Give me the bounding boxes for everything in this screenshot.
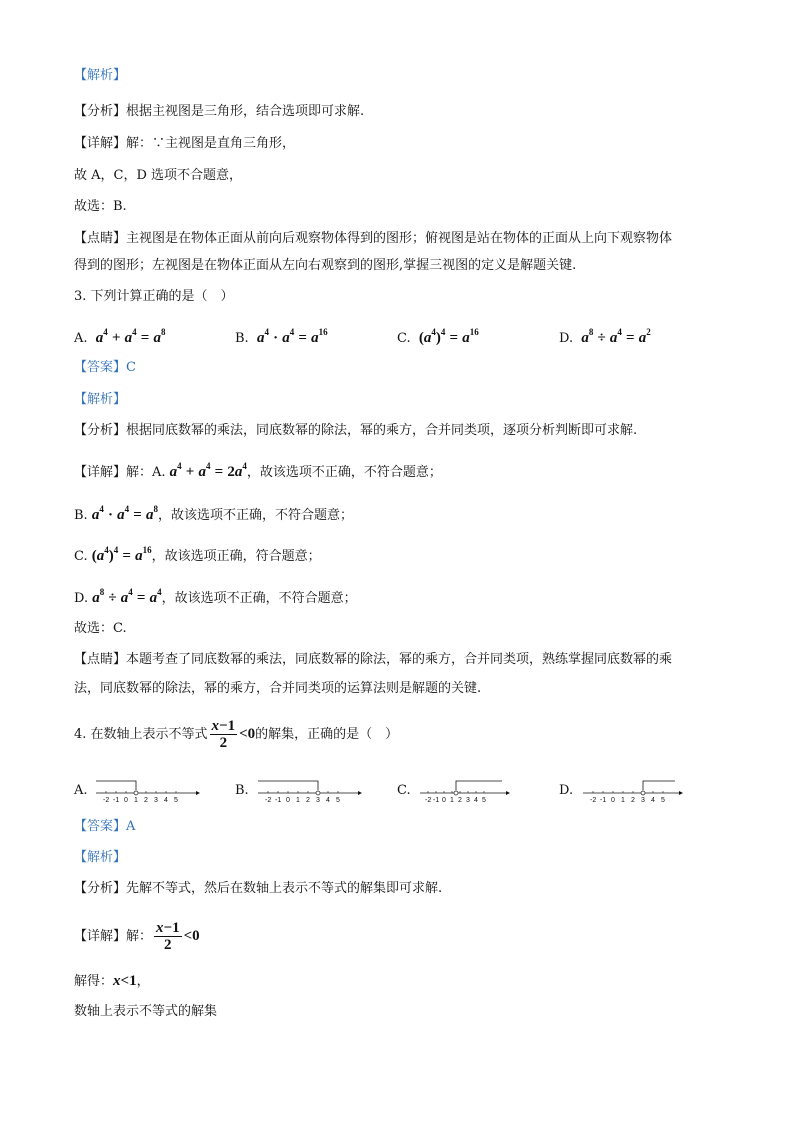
svg-text:5: 5 <box>482 797 486 804</box>
analysis-line-3: 【分析】根据同底数幂的乘法，同底数幂的除法，幂的乘方，合并同类项，逐项分析判断即可求解. <box>74 423 638 438</box>
svg-text:1: 1 <box>296 797 300 804</box>
svg-text:2: 2 <box>458 797 462 804</box>
q4-option-d-label: D. <box>559 783 574 798</box>
svg-text:4: 4 <box>326 797 330 804</box>
answer-4: 【答案】A <box>74 819 136 834</box>
detail-4: 【详解】解： $\frac{x-1}{2}$ <0 <box>74 920 200 953</box>
number-line-c <box>420 776 524 804</box>
question-4-stem: 4. 在数轴上表示不等式 $\frac{x-1}{2}$ <0的解集，正确的是（ ） <box>74 718 399 751</box>
detail-3c: C. $(a^4)^4 = a^{16}$，故该选项正确，符合题意； <box>74 545 321 564</box>
number-line-b <box>258 776 362 804</box>
svg-text:4: 4 <box>651 797 655 804</box>
svg-text:5: 5 <box>336 797 340 804</box>
svg-text:0: 0 <box>611 797 615 804</box>
q3-option-d: D. $a^8 \div a^4 = a^2$ <box>559 327 651 346</box>
svg-text:-1: -1 <box>600 797 607 804</box>
analysis-line-2: 【分析】根据主视图是三角形，结合选项即可求解. <box>74 104 365 119</box>
svg-text:3: 3 <box>466 797 470 804</box>
q3-option-a: A. $a^4 + a^4 = a^8$ <box>74 327 166 346</box>
svg-text:3: 3 <box>154 797 158 804</box>
svg-text:3: 3 <box>641 797 645 804</box>
svg-text:1: 1 <box>621 797 625 804</box>
answer-3: 【答案】C <box>74 360 136 375</box>
svg-text:1: 1 <box>134 797 138 804</box>
svg-text:5: 5 <box>174 797 178 804</box>
question-3-stem: 3. 下列计算正确的是（ ） <box>74 289 234 304</box>
q4-option-c-label: C. <box>397 783 411 798</box>
q4-option-b-label: B. <box>235 783 249 798</box>
svg-text:-1: -1 <box>275 797 282 804</box>
number-line-a <box>96 776 200 804</box>
analysis-heading-3: 【解析】 <box>74 392 127 407</box>
q3-option-c: C. $(a^4)^4 = a^{16}$ <box>397 327 479 346</box>
detail-3a: 【详解】解：A. $a^4 + a^4 = 2a^4$，故该选项不正确，不符合题意； <box>74 461 442 480</box>
svg-text:-1: -1 <box>433 797 440 804</box>
comment-line-2a: 【点睛】主视图是在物体正面从前向后观察物体得到的图形；俯视图是站在物体的正面从上向下观察物体 <box>74 231 673 246</box>
comment-line-3b: 法，同底数幂的除法，幂的乘方，合并同类项的运算法则是解题的关键. <box>74 681 482 696</box>
svg-text:0: 0 <box>442 797 446 804</box>
svg-text:5: 5 <box>661 797 665 804</box>
svg-text:-2: -2 <box>103 797 110 804</box>
svg-text:0: 0 <box>124 797 128 804</box>
analysis-heading-2: 【解析】 <box>74 68 127 83</box>
svg-text:4: 4 <box>474 797 478 804</box>
fraction-expression-detail: $\frac{x-1}{2}$ <box>156 920 180 953</box>
svg-text:1: 1 <box>450 797 454 804</box>
svg-text:3: 3 <box>316 797 320 804</box>
svg-text:-2: -2 <box>265 797 272 804</box>
q3-option-b: B. $a^4 \cdot a^4 = a^{16}$ <box>235 327 328 346</box>
detail-3d: D. $a^8 \div a^4 = a^4$，故该选项不正确，不符合题意； <box>74 587 357 606</box>
solution-line-4: 解得：x<1， <box>74 973 150 989</box>
svg-text:-2: -2 <box>425 797 432 804</box>
fraction-expression: $\frac{x-1}{2}$ <box>211 718 236 751</box>
svg-text:2: 2 <box>144 797 148 804</box>
choice-line-3: 故选：C. <box>74 621 127 636</box>
detail-conclusion-2: 故 A，C，D 选项不合题意， <box>74 168 243 183</box>
detail-3b: B. $a^4 \cdot a^4 = a^8$，故该选项不正确，不符合题意； <box>74 504 353 523</box>
number-line-sentence: 数轴上表示不等式的解集 <box>74 1004 218 1019</box>
number-line-d <box>583 776 687 804</box>
comment-line-2b: 得到的图形；左视图是在物体正面从左向右观察到的图形,掌握三视图的定义是解题关键. <box>74 258 577 273</box>
svg-text:0: 0 <box>286 797 290 804</box>
detail-line-2: 【详解】解：∵主视图是直角三角形， <box>74 136 296 151</box>
choice-line-2: 故选：B. <box>74 199 127 214</box>
svg-text:-1: -1 <box>113 797 120 804</box>
q4-option-a-label: A. <box>74 783 88 798</box>
analysis-line-4: 【分析】先解不等式，然后在数轴上表示不等式的解集即可求解. <box>74 881 443 896</box>
svg-text:2: 2 <box>306 797 310 804</box>
svg-text:2: 2 <box>631 797 635 804</box>
comment-line-3a: 【点睛】本题考查了同底数幂的乘法，同底数幂的除法，幂的乘方，合并同类项，熟练掌握同底数幂的乘 <box>74 652 673 667</box>
svg-text:4: 4 <box>164 797 168 804</box>
svg-text:-2: -2 <box>590 797 597 804</box>
analysis-heading-4: 【解析】 <box>74 850 127 865</box>
